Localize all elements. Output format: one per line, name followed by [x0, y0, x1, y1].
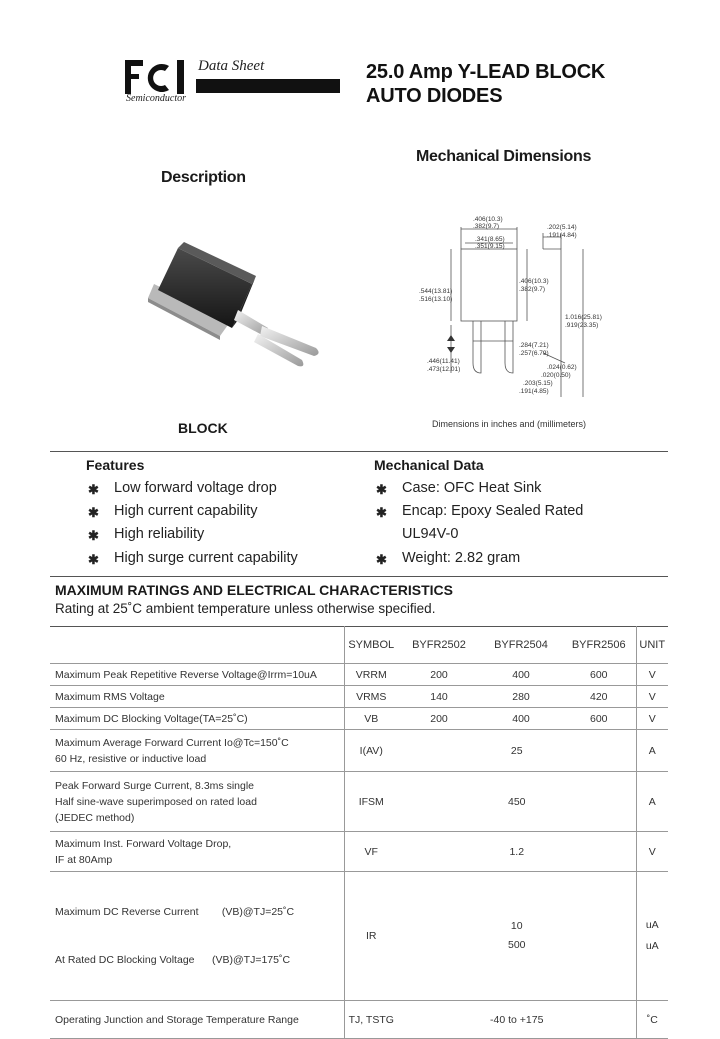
table-row: Maximum DC Blocking Voltage(TA=25˚C) VB 200 400 600 V [50, 708, 668, 730]
ratings-title: MAXIMUM RATINGS AND ELECTRICAL CHARACTERISTICS [55, 582, 453, 598]
bullet-icon: ✱ [376, 552, 387, 567]
list-item: High current capability [114, 503, 258, 519]
dim-label-w-in-2: .351(9.15) [475, 243, 505, 250]
ratings-table [50, 626, 668, 1039]
table-row: Operating Junction and Storage Temperature Range TJ, TSTG -40 to +175 ˚C [50, 1001, 668, 1039]
dimensions-caption: Dimensions in inches and (millimeters) [432, 419, 587, 429]
dim-label-w-in-1: .341(8.65) [475, 236, 505, 243]
bullet-icon: ✱ [88, 482, 99, 497]
features-heading: Features [86, 457, 145, 473]
package-label: BLOCK [178, 420, 228, 436]
dim-label-h-mid-1: .406(10.3) [519, 278, 549, 285]
bullet-icon: ✱ [376, 482, 387, 497]
dim-label-w-top-2: .382(9.7) [473, 223, 500, 230]
bullet-icon: ✱ [88, 528, 99, 543]
dim-label-lead-sp-1: .284(7.21) [519, 342, 549, 349]
dim-label-lead-t-2: .020(0.50) [541, 372, 571, 379]
mechanical-data-heading: Mechanical Data [374, 457, 484, 473]
doc-type-label: Data Sheet [198, 58, 265, 74]
dim-label-h-left-1: .544(13.81) [419, 288, 453, 295]
col-unit: UNIT [636, 627, 668, 664]
col-byfr2504: BYFR2504 [480, 627, 562, 664]
header-bar [196, 79, 340, 93]
dim-label-h-right-2: .919(23.35) [565, 322, 599, 329]
table-row: Maximum DC Reverse Current (VB)@TJ=25˚C At Rated DC Blocking Voltage (VB)@TJ=175˚C IR 10 500 uA uA [50, 872, 668, 1001]
page-title: 25.0 Amp Y-LEAD BLOCK AUTO DIODES [366, 61, 606, 107]
col-byfr2506: BYFR2506 [562, 627, 636, 664]
dim-label-lead-w-1: .203(5.15) [523, 380, 553, 387]
dim-label-h-mid-2: .382(9.7) [519, 286, 546, 293]
table-row: Maximum Average Forward Current Io@Tc=150˚C 60 Hz, resistive or inductive load I(AV) 25 A [50, 730, 668, 772]
dim-label-w-top-1: .406(10.3) [473, 216, 503, 223]
list-item: Weight: 2.82 gram [402, 550, 521, 566]
dim-label-r-top-1: .202(5.14) [547, 224, 577, 231]
dim-label-lead-sp-2: .257(6.79) [519, 350, 549, 357]
table-row: Maximum Peak Repetitive Reverse Voltage@Irrm=10uA VRRM 200 400 600 V [50, 664, 668, 686]
ratings-divider [50, 576, 668, 577]
table-row: Peak Forward Surge Current, 8.3ms single Half sine-wave superimposed on rated load (JEDEC method) IFSM 450 A [50, 772, 668, 832]
list-item: UL94V-0 [402, 526, 459, 542]
table-row: Maximum Inst. Forward Voltage Drop, IF at 80Amp VF 1.2 V [50, 832, 668, 872]
list-item: High surge current capability [114, 550, 298, 566]
bullet-icon: ✱ [376, 505, 387, 520]
table-header-row [50, 627, 668, 664]
dim-label-r-top-2: .191(4.84) [547, 232, 577, 239]
mechanical-drawing [415, 213, 615, 413]
mechanical-dimensions-heading: Mechanical Dimensions [416, 148, 592, 165]
bullet-icon: ✱ [88, 505, 99, 520]
bullet-icon: ✱ [88, 552, 99, 567]
ratings-subtitle: Rating at 25˚C ambient temperature unless otherwise specified. [55, 601, 436, 616]
col-symbol: SYMBOL [344, 627, 398, 664]
diode-package-image [140, 236, 330, 376]
dim-label-h-right-1: 1.016(25.81) [565, 314, 602, 321]
section-divider [50, 451, 668, 452]
dim-label-lead-w-2: .191(4.85) [519, 388, 549, 395]
fci-logo [125, 58, 189, 98]
dim-label-lead-len-2: .473(12.01) [427, 366, 461, 373]
dim-label-lead-t-1: .024(0.62) [547, 364, 577, 371]
description-heading: Description [161, 169, 246, 186]
list-item: Low forward voltage drop [114, 480, 277, 496]
dim-label-lead-len-1: .446(11.41) [427, 358, 460, 365]
list-item: High reliability [114, 526, 205, 542]
table-row: Maximum RMS Voltage VRMS 140 280 420 V [50, 686, 668, 708]
list-item: Encap: Epoxy Sealed Rated [402, 503, 584, 519]
list-item: Case: OFC Heat Sink [402, 480, 542, 496]
dim-label-h-left-2: .516(13.10) [419, 296, 453, 303]
col-byfr2502: BYFR2502 [398, 627, 480, 664]
logo-subtitle: Semiconductor [126, 93, 186, 104]
